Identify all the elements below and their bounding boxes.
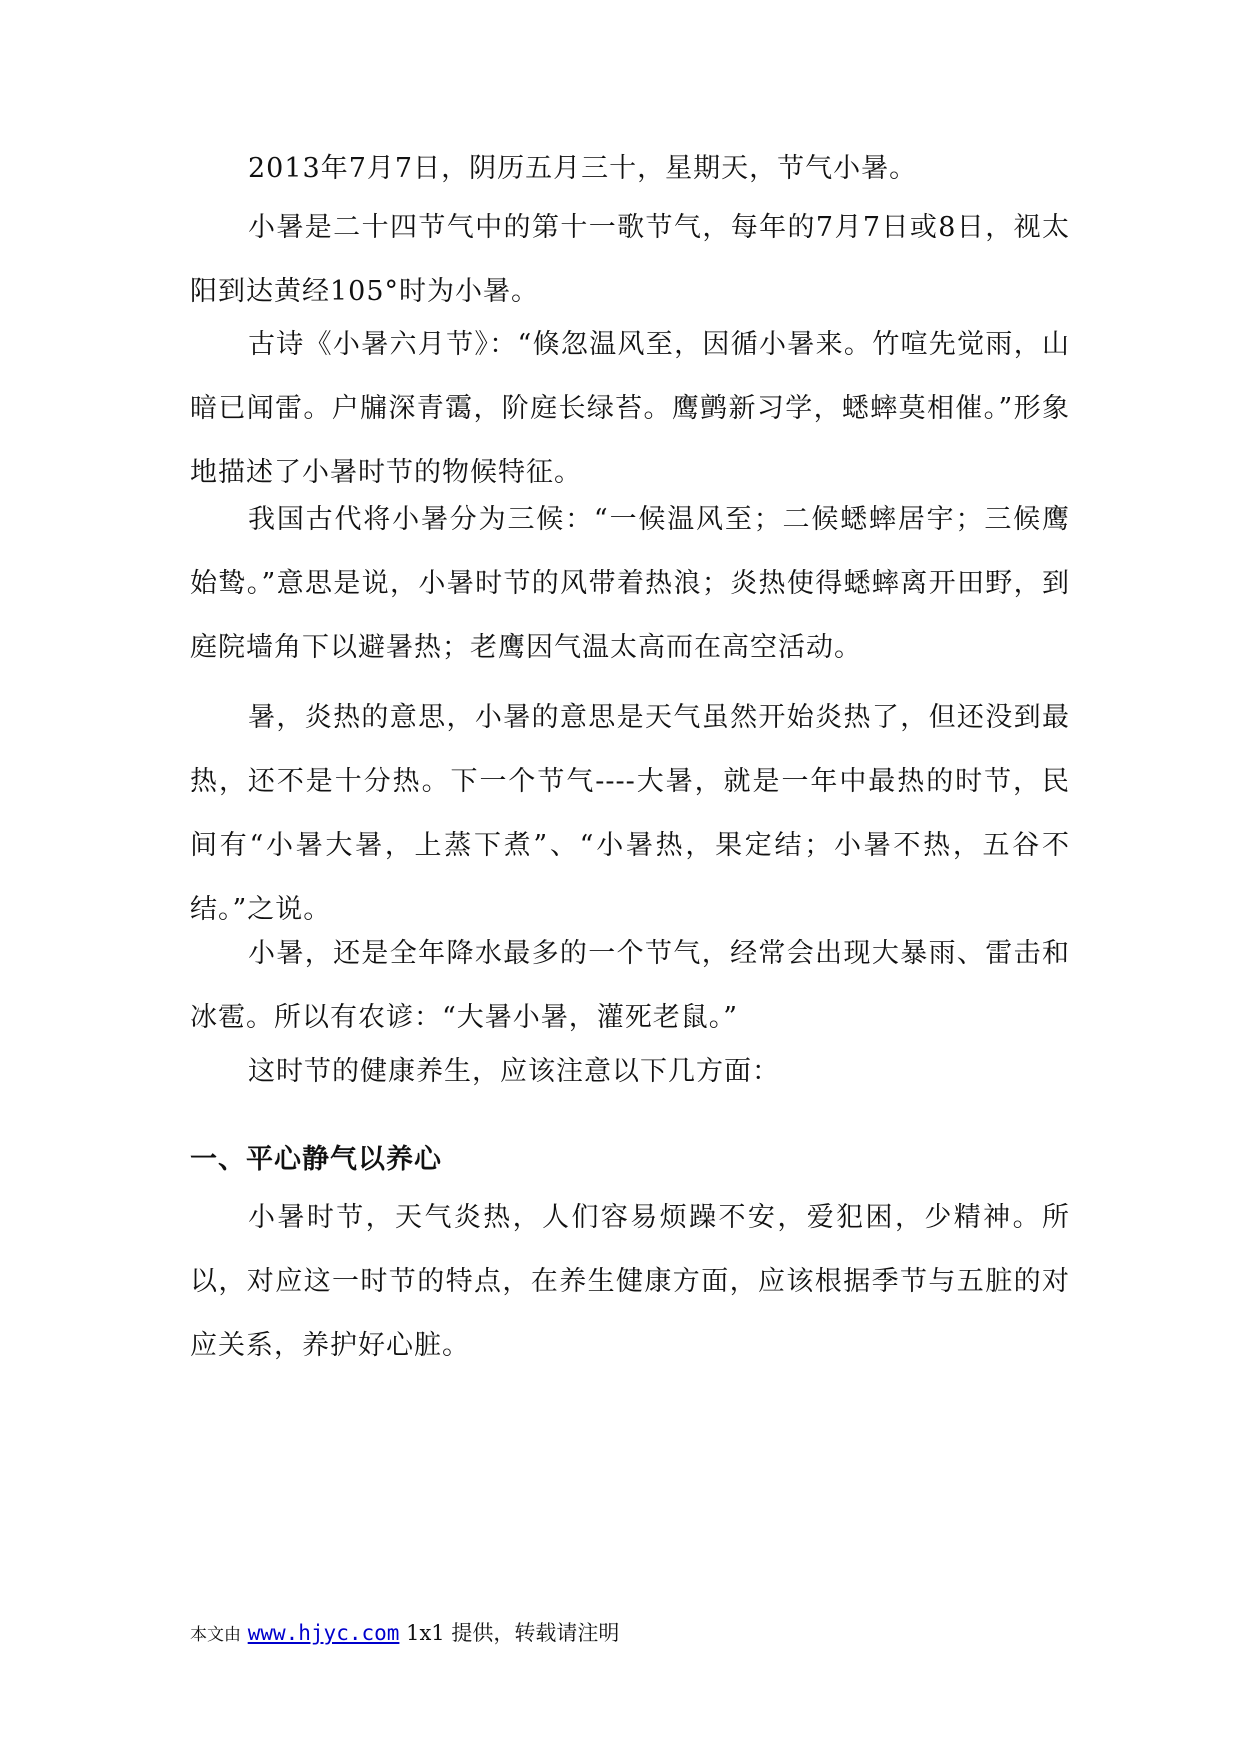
- paragraph-poem: 古诗《小暑六月节》：“倏忽温风至，因循小暑来。竹喧先觉雨，山暗已闻雷。户牖深青霭，阶庭长绿苔。鹰鹯新习学，蟋蟀莫相催。”形象地描述了小暑时节的物候特征。: [190, 329, 1070, 488]
- paragraph-meaning: 暑，炎热的意思，小暑的意思是天气虽然开始炎热了，但还没到最热，还不是十分热。下一个节气----大暑，就是一年中最热的时节，民间有“小暑大暑，上蒸下煮”、“小暑热，果定结；小暑不热，五谷不结。”之说。: [190, 702, 1070, 925]
- paragraph-rainfall: 小暑，还是全年降水最多的一个节气，经常会出现大暴雨、雷击和冰雹。所以有农谚：“大暑小暑，灌死老鼠。”: [190, 938, 1070, 1033]
- footer-prefix: 本文由: [190, 1625, 241, 1645]
- paragraph-section-body: 小暑时节，天气炎热，人们容易烦躁不安，爱犯困，少精神。所以，对应这一时节的特点，在养生健康方面，应该根据季节与五脏的对应关系，养护好心脏。: [190, 1202, 1070, 1361]
- footer-link[interactable]: www.hjyc.com: [247, 1621, 400, 1645]
- footer-note: [190, 1618, 619, 1650]
- paragraph-date: 2013年7月7日，阴历五月三十，星期天，节气小暑。: [248, 153, 918, 184]
- paragraph-three-phenology: 我国古代将小暑分为三候：“一候温风至；二候蟋蟀居宇；三候鹰始鸷。”意思是说，小暑时节的风带着热浪；炎热使得蟋蟀离开田野，到庭院墙角下以避暑热；老鹰因气温太高而在高空活动。: [190, 504, 1070, 663]
- paragraph-intro: 小暑是二十四节气中的第十一歌节气，每年的7月7日或8日，视太阳到达黄经105°时为小暑。: [190, 212, 1070, 307]
- section-heading: 一、平心静气以养心: [190, 1144, 442, 1175]
- paragraph-health-intro: 这时节的健康养生，应该注意以下几方面：: [248, 1056, 780, 1087]
- footer-suffix: 1x1 提供，转载请注明: [406, 1621, 620, 1645]
